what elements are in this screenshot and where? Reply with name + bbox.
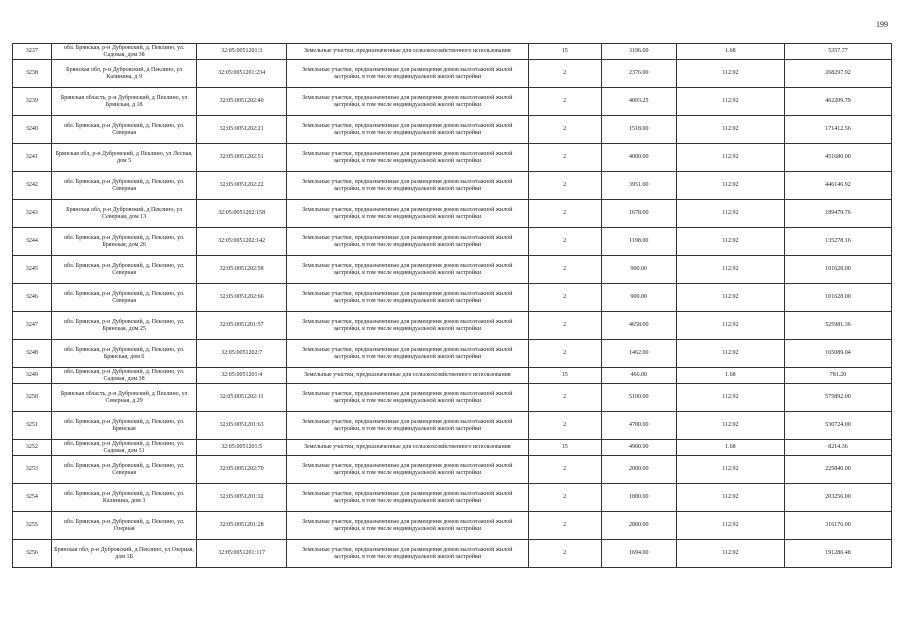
row-number: 3246 — [13, 284, 52, 312]
table-row — [13, 60, 892, 88]
land-use-cell: Земельные участки, предназначенные для размещения домов малоэтажной жилой застройки, в том числе индивидуальной жилой застройки — [286, 540, 528, 568]
row-number: 3255 — [13, 512, 52, 540]
specific-value-cell: 112.92 — [676, 228, 784, 256]
specific-value-cell: 1.68 — [676, 440, 784, 456]
specific-value-cell: 1.68 — [676, 44, 784, 60]
cadastral-number-cell: 32:05:0051202:142 — [197, 228, 286, 256]
row-number: 3240 — [13, 116, 52, 144]
land-use-cell: Земельные участки, предназначенные для размещения домов малоэтажной жилой застройки, в том числе индивидуальной жилой застройки — [286, 312, 528, 340]
cadastral-value-cell: 268297.92 — [784, 60, 891, 88]
land-use-cell: Земельные участки, предназначенные для размещения домов малоэтажной жилой застройки, в том числе индивидуальной жилой застройки — [286, 456, 528, 484]
land-use-cell: Земельные участки, предназначенные для размещения домов малоэтажной жилой застройки, в том числе индивидуальной жилой застройки — [286, 172, 528, 200]
group-cell: 2 — [528, 228, 601, 256]
table-row — [13, 256, 892, 284]
specific-value-cell: 112.92 — [676, 456, 784, 484]
row-number: 3248 — [13, 340, 52, 368]
cadastral-value-cell: 165089.04 — [784, 340, 891, 368]
area-cell: 900.00 — [601, 256, 676, 284]
cadastral-number-cell: 32:05:0051202:21 — [197, 116, 286, 144]
table-row — [13, 412, 892, 440]
cadastral-value-cell: 8214.36 — [784, 440, 891, 456]
cadastral-number-cell: 32:05:0051201:4 — [197, 368, 286, 384]
specific-value-cell: 112.92 — [676, 256, 784, 284]
cadastral-value-cell: 451680.00 — [784, 144, 891, 172]
group-cell: 2 — [528, 540, 601, 568]
specific-value-cell: 112.92 — [676, 88, 784, 116]
cadastral-value-cell: 5357.77 — [784, 44, 891, 60]
cadastral-value-cell: 171412.56 — [784, 116, 891, 144]
area-cell: 466.00 — [601, 368, 676, 384]
group-cell: 2 — [528, 340, 601, 368]
specific-value-cell: 112.92 — [676, 512, 784, 540]
address-cell: обл. Брянская, р-н Дубровский, д. Пеклино, ул. Садовая, дом 38 — [51, 44, 197, 60]
row-number: 3242 — [13, 172, 52, 200]
land-use-cell: Земельные участки, предназначенные для сельскохозяйственного использования — [286, 440, 528, 456]
row-number: 3237 — [13, 44, 52, 60]
cadastral-number-cell: 32:05:0051202:11 — [197, 384, 286, 412]
table-row — [13, 284, 892, 312]
cadastral-number-cell: 32:05:0051202:22 — [197, 172, 286, 200]
specific-value-cell: 112.92 — [676, 116, 784, 144]
area-cell: 2000.00 — [601, 456, 676, 484]
row-number: 3254 — [13, 484, 52, 512]
cadastral-number-cell: 32:05:0051201:32 — [197, 484, 286, 512]
cadastral-value-cell: 189479.76 — [784, 200, 891, 228]
cadastral-number-cell: 32:05:0051202:70 — [197, 456, 286, 484]
cadastral-value-cell: 781.20 — [784, 368, 891, 384]
row-number: 3253 — [13, 456, 52, 484]
area-cell: 4658.00 — [601, 312, 676, 340]
table-row — [13, 312, 892, 340]
cadastral-value-cell: 530724.00 — [784, 412, 891, 440]
cadastral-value-cell: 191286.48 — [784, 540, 891, 568]
address-cell: обл. Брянская, р-н Дубровский, д. Пеклино, ул. Калинина, дом 3 — [51, 484, 197, 512]
group-cell: 2 — [528, 172, 601, 200]
cadastral-number-cell: 32:05:0051202:66 — [197, 284, 286, 312]
cadastral-number-cell: 32:05:0051201:28 — [197, 512, 286, 540]
row-number: 3244 — [13, 228, 52, 256]
cadastral-value-cell: 316176.00 — [784, 512, 891, 540]
area-cell: 1518.00 — [601, 116, 676, 144]
row-number: 3252 — [13, 440, 52, 456]
table-row — [13, 368, 892, 384]
address-cell: Брянская область, р-н Дубровский, д Пеклино, ул Брянская, д 18 — [51, 88, 197, 116]
group-cell: 2 — [528, 456, 601, 484]
table-row — [13, 172, 892, 200]
group-cell: 2 — [528, 144, 601, 172]
area-cell: 900.00 — [601, 284, 676, 312]
table-row — [13, 88, 892, 116]
address-cell: Брянская обл, р-н Дубровский, д Пеклино, ул Озерная, дом 1Б — [51, 540, 197, 568]
specific-value-cell: 112.92 — [676, 484, 784, 512]
table-row — [13, 440, 892, 456]
specific-value-cell: 112.92 — [676, 312, 784, 340]
table-row — [13, 200, 892, 228]
table-row — [13, 44, 892, 60]
land-use-cell: Земельные участки, предназначенные для размещения домов малоэтажной жилой застройки, в том числе индивидуальной жилой застройки — [286, 228, 528, 256]
group-cell: 2 — [528, 60, 601, 88]
address-cell: Брянская обл, р-н Дубровский, д Пеклино, ул Северная, дом 13 — [51, 200, 197, 228]
row-number: 3256 — [13, 540, 52, 568]
table-row — [13, 456, 892, 484]
land-use-cell: Земельные участки, предназначенные для размещения домов малоэтажной жилой застройки, в том числе индивидуальной жилой застройки — [286, 200, 528, 228]
cadastral-value-cell: 203256.00 — [784, 484, 891, 512]
group-cell: 2 — [528, 484, 601, 512]
address-cell: обл. Брянская, р-н Дубровский, д. Пеклино, ул. Брянская, дом 26 — [51, 228, 197, 256]
group-cell: 2 — [528, 256, 601, 284]
row-number: 3243 — [13, 200, 52, 228]
land-use-cell: Земельные участки, предназначенные для размещения домов малоэтажной жилой застройки, в том числе индивидуальной жилой застройки — [286, 484, 528, 512]
area-cell: 1800.00 — [601, 484, 676, 512]
group-cell: 2 — [528, 512, 601, 540]
row-number: 3245 — [13, 256, 52, 284]
group-cell: 2 — [528, 384, 601, 412]
land-use-cell: Земельные участки, предназначенные для размещения домов малоэтажной жилой застройки, в том числе индивидуальной жилой застройки — [286, 412, 528, 440]
cadastral-number-cell: 32:05:0051202:51 — [197, 144, 286, 172]
area-cell: 3951.00 — [601, 172, 676, 200]
area-cell: 1694.00 — [601, 540, 676, 568]
row-number: 3250 — [13, 384, 52, 412]
table-row — [13, 484, 892, 512]
cadastral-number-cell: 32:05:0051201:117 — [197, 540, 286, 568]
land-use-cell: Земельные участки, предназначенные для размещения домов малоэтажной жилой застройки, в том числе индивидуальной жилой застройки — [286, 88, 528, 116]
specific-value-cell: 1.68 — [676, 368, 784, 384]
table-row — [13, 144, 892, 172]
table-body — [13, 44, 892, 568]
group-cell: 15 — [528, 440, 601, 456]
cadastral-value-cell: 225840.00 — [784, 456, 891, 484]
table-row — [13, 512, 892, 540]
cadastral-value-cell: 462209.79 — [784, 88, 891, 116]
group-cell: 2 — [528, 116, 601, 144]
table-row — [13, 540, 892, 568]
land-use-cell: Земельные участки, предназначенные для размещения домов малоэтажной жилой застройки, в том числе индивидуальной жилой застройки — [286, 256, 528, 284]
area-cell: 4000.00 — [601, 144, 676, 172]
area-cell: 2800.00 — [601, 512, 676, 540]
group-cell: 2 — [528, 88, 601, 116]
land-use-cell: Земельные участки, предназначенные для размещения домов малоэтажной жилой застройки, в том числе индивидуальной жилой застройки — [286, 116, 528, 144]
group-cell: 15 — [528, 368, 601, 384]
specific-value-cell: 112.92 — [676, 200, 784, 228]
area-cell: 4900.00 — [601, 440, 676, 456]
cadastral-value-cell: 446146.92 — [784, 172, 891, 200]
cadastral-number-cell: 32:05:0051202:58 — [197, 256, 286, 284]
cadastral-value-cell: 101628.00 — [784, 256, 891, 284]
land-use-cell: Земельные участки, предназначенные для сельскохозяйственного использования — [286, 368, 528, 384]
cadastral-value-table — [12, 43, 892, 568]
row-number: 3239 — [13, 88, 52, 116]
area-cell: 1198.00 — [601, 228, 676, 256]
address-cell: обл. Брянская, р-н Дубровский, д. Пеклино, ул. Брянская, дом 25 — [51, 312, 197, 340]
table-row — [13, 116, 892, 144]
area-cell: 2376.00 — [601, 60, 676, 88]
land-use-cell: Земельные участки, предназначенные для размещения домов малоэтажной жилой застройки, в том числе индивидуальной жилой застройки — [286, 60, 528, 88]
cadastral-number-cell: 32:05:0051201:63 — [197, 412, 286, 440]
cadastral-number-cell: 32:05:0051201:57 — [197, 312, 286, 340]
address-cell: обл. Брянская, р-н Дубровский, д. Пеклино, ул. Северная — [51, 172, 197, 200]
area-cell: 4093.25 — [601, 88, 676, 116]
area-cell: 3196.00 — [601, 44, 676, 60]
area-cell: 1462.00 — [601, 340, 676, 368]
table-row — [13, 228, 892, 256]
cadastral-value-cell: 135278.16 — [784, 228, 891, 256]
specific-value-cell: 112.92 — [676, 60, 784, 88]
address-cell: Брянская область, р-н Дубровский, д Пеклино, ул Северная, д 29 — [51, 384, 197, 412]
address-cell: обл. Брянская, р-н Дубровский, д. Пеклино, ул. Северная — [51, 456, 197, 484]
row-number: 3251 — [13, 412, 52, 440]
group-cell: 2 — [528, 412, 601, 440]
cadastral-number-cell: 32:05:0051202:158 — [197, 200, 286, 228]
table-row — [13, 384, 892, 412]
address-cell: обл. Брянская, р-н Дубровский, д. Пеклино, ул. Озерная — [51, 512, 197, 540]
page-number: 199 — [876, 20, 888, 29]
address-cell: Брянская обл, р-н Дубровский, д Пеклино, ул Калинина, д 9 — [51, 60, 197, 88]
specific-value-cell: 112.92 — [676, 172, 784, 200]
cadastral-number-cell: 32:05:0051201:3 — [197, 44, 286, 60]
cadastral-number-cell: 32:05:0051201:234 — [197, 60, 286, 88]
address-cell: Брянская обл, р-н Дубровский, д Пеклино, ул Лесная, дом 5 — [51, 144, 197, 172]
row-number: 3247 — [13, 312, 52, 340]
group-cell: 2 — [528, 200, 601, 228]
area-cell: 4700.00 — [601, 412, 676, 440]
address-cell: обл. Брянская, р-н Дубровский, д. Пеклино, ул. Северная — [51, 116, 197, 144]
address-cell: обл. Брянская, р-н Дубровский, д. Пеклино, ул. Брянская — [51, 412, 197, 440]
specific-value-cell: 112.92 — [676, 284, 784, 312]
address-cell: обл. Брянская, р-н Дубровский, д. Пеклино, ул. Садовая, дом 31 — [51, 440, 197, 456]
specific-value-cell: 112.92 — [676, 540, 784, 568]
cadastral-value-cell: 575892.00 — [784, 384, 891, 412]
cadastral-value-cell: 525981.36 — [784, 312, 891, 340]
land-use-cell: Земельные участки, предназначенные для размещения домов малоэтажной жилой застройки, в том числе индивидуальной жилой застройки — [286, 340, 528, 368]
cadastral-number-cell: 32:05:0051202:40 — [197, 88, 286, 116]
specific-value-cell: 112.92 — [676, 384, 784, 412]
group-cell: 15 — [528, 44, 601, 60]
row-number: 3241 — [13, 144, 52, 172]
address-cell: обл. Брянская, р-н Дубровский, д. Пеклино, ул. Северная — [51, 284, 197, 312]
land-use-cell: Земельные участки, предназначенные для размещения домов малоэтажной жилой застройки, в том числе индивидуальной жилой застройки — [286, 512, 528, 540]
row-number: 3249 — [13, 368, 52, 384]
row-number: 3238 — [13, 60, 52, 88]
cadastral-number-cell: 32:05:0051202:7 — [197, 340, 286, 368]
area-cell: 1678.00 — [601, 200, 676, 228]
land-use-cell: Земельные участки, предназначенные для размещения домов малоэтажной жилой застройки, в том числе индивидуальной жилой застройки — [286, 144, 528, 172]
area-cell: 5100.00 — [601, 384, 676, 412]
specific-value-cell: 112.92 — [676, 340, 784, 368]
land-use-cell: Земельные участки, предназначенные для размещения домов малоэтажной жилой застройки, в том числе индивидуальной жилой застройки — [286, 284, 528, 312]
specific-value-cell: 112.92 — [676, 412, 784, 440]
cadastral-number-cell: 32:05:0051201:5 — [197, 440, 286, 456]
group-cell: 2 — [528, 312, 601, 340]
table-row — [13, 340, 892, 368]
address-cell: обл. Брянская, р-н Дубровский, д. Пеклино, ул. Северная — [51, 256, 197, 284]
cadastral-value-cell: 101628.00 — [784, 284, 891, 312]
group-cell: 2 — [528, 284, 601, 312]
specific-value-cell: 112.92 — [676, 144, 784, 172]
land-use-cell: Земельные участки, предназначенные для размещения домов малоэтажной жилой застройки, в том числе индивидуальной жилой застройки — [286, 384, 528, 412]
address-cell: обл. Брянская, р-н Дубровский, д. Пеклино, ул. Брянская, дом 6 — [51, 340, 197, 368]
address-cell: обл. Брянская, р-н Дубровский, д. Пеклино, ул. Садовая, дом 38 — [51, 368, 197, 384]
land-use-cell: Земельные участки, предназначенные для сельскохозяйственного использования — [286, 44, 528, 60]
